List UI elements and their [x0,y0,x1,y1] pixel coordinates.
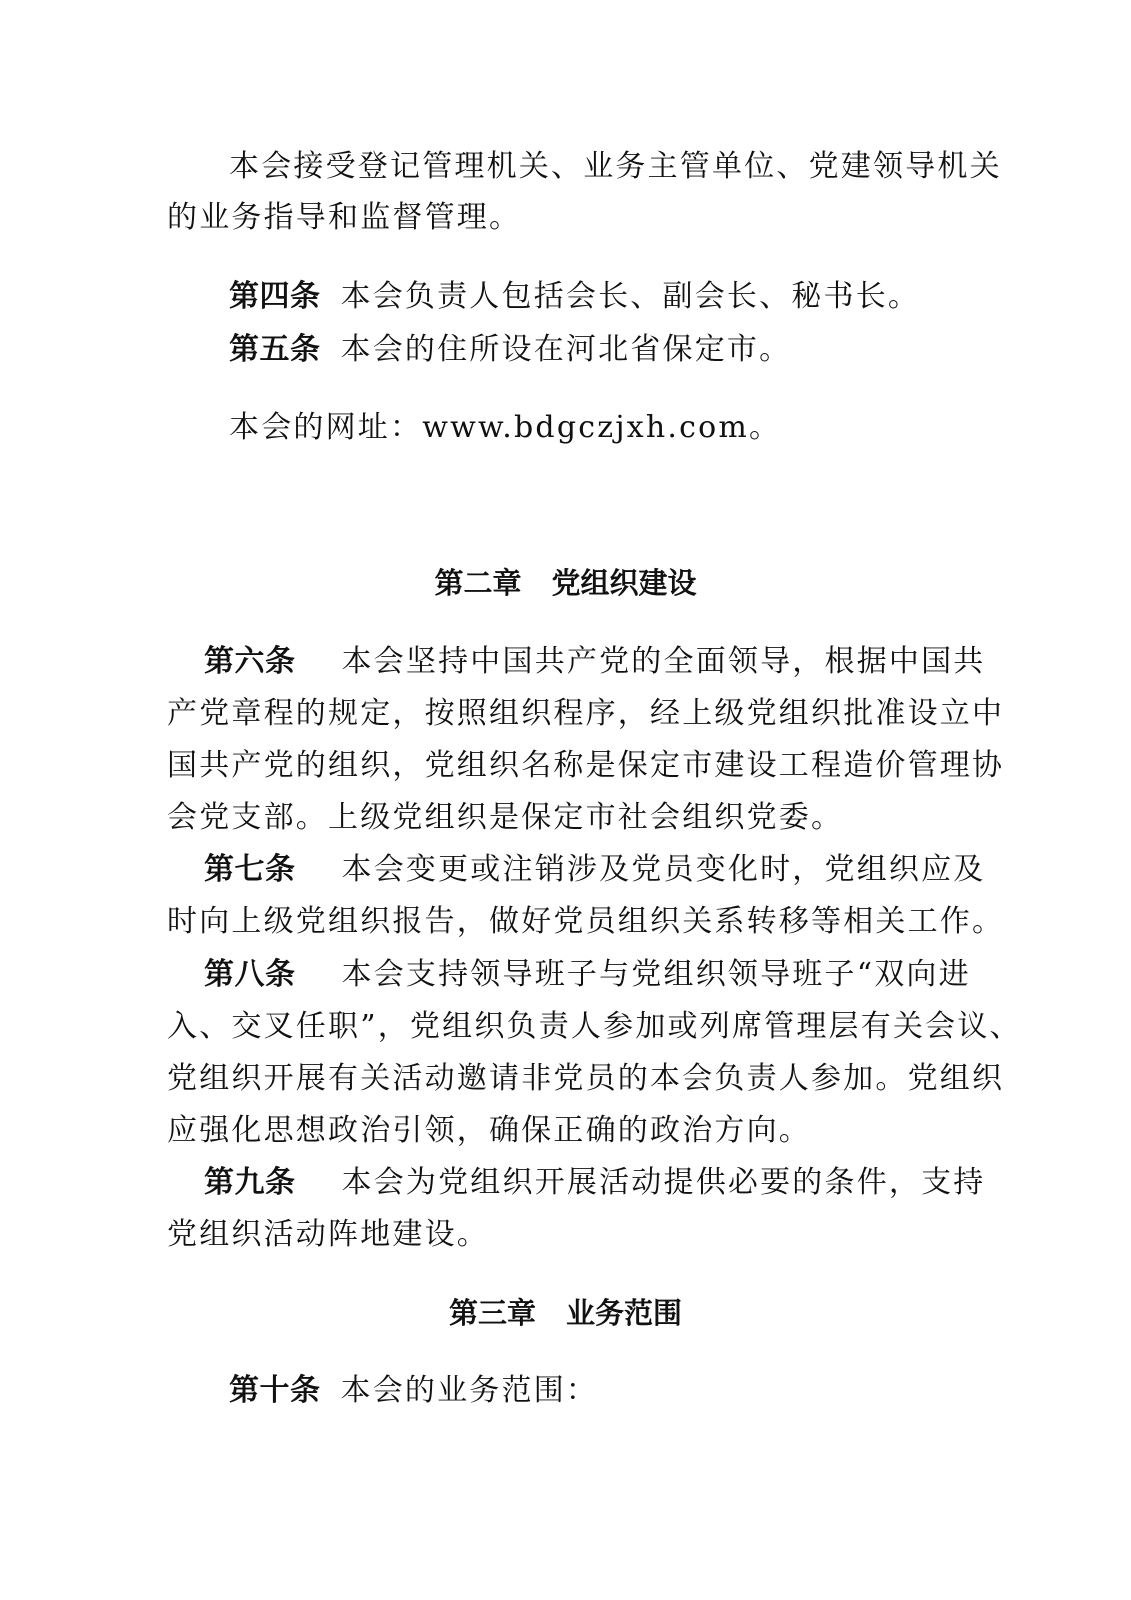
article-label: 第五条 [229,332,321,367]
article-4 [0,277,1131,317]
paragraph-line: 产党章程的规定，按照组织程序，经上级党组织批准设立中 [167,696,1005,731]
paragraph-line: 会党支部。上级党组织是保定市社会组织党委。 [167,800,844,835]
chapter-heading [0,563,1131,603]
website-line: 本会的网址：www.bdgczjxh.com。 [229,410,782,445]
paragraph-line: 应强化思想政治引领，确保正确的政治方向。 [167,1113,811,1148]
chapter-label: 第二章 [434,566,522,600]
chapter-title: 业务范围 [566,1296,683,1330]
article-text: 本会的住所设在河北省保定市。 [340,332,792,367]
article-text: 本会的业务范围： [340,1373,599,1408]
chapter-heading [0,1293,1131,1333]
article-9 [0,1163,1131,1203]
paragraph-line: 本会接受登记管理机关、业务主管单位、党建领导机关 [229,149,1002,184]
article-label: 第八条 [204,957,296,992]
article-text: 本会支持领导班子与党组织领导班子“双向进 [341,957,971,992]
paragraph-line: 时向上级党组织报告，做好党员组织关系转移等相关工作。 [167,904,1005,939]
chapter-label: 第三章 [448,1296,536,1330]
article-10 [0,1371,1131,1411]
chapter-title: 党组织建设 [551,566,697,600]
article-8 [0,955,1131,995]
paragraph-line: 党组织开展有关活动邀请非党员的本会负责人参加。党组织 [167,1061,1005,1096]
article-7 [0,850,1131,890]
paragraph-line: 国共产党的组织，党组织名称是保定市建设工程造价管理协 [167,748,1005,783]
article-label: 第七条 [204,852,296,887]
paragraph-line: 党组织活动阵地建设。 [167,1217,489,1252]
article-text: 本会坚持中国共产党的全面领导，根据中国共 [341,644,986,679]
paragraph-line: 的业务指导和监督管理。 [167,200,522,235]
article-text: 本会为党组织开展活动提供必要的条件，支持 [341,1165,986,1200]
article-text: 本会负责人包括会长、副会长、秘书长。 [340,279,921,314]
article-label: 第十条 [229,1373,321,1408]
article-5 [0,330,1131,370]
article-6 [0,642,1131,682]
article-label: 第六条 [204,644,296,679]
article-label: 第四条 [229,279,321,314]
paragraph-line: 入、交叉任职”，党组织负责人参加或列席管理层有关会议、 [167,1009,1022,1044]
article-text: 本会变更或注销涉及党员变化时，党组织应及 [341,852,986,887]
article-label: 第九条 [204,1165,296,1200]
